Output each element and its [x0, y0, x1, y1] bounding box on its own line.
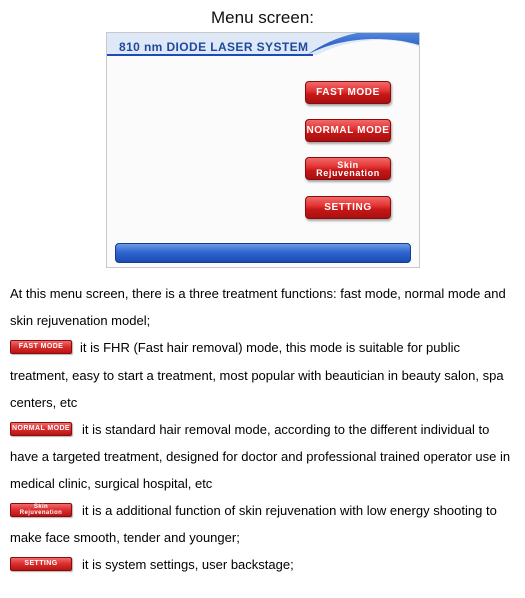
normal-mode-desc-3: medical clinic, surgical hospital, etc: [10, 476, 213, 491]
device-screen: [106, 32, 420, 268]
normal-mode-badge: NORMAL MODE: [10, 422, 72, 436]
fast-mode-desc-3: centers, etc: [10, 395, 78, 410]
intro-line-2: skin rejuvenation model;: [10, 313, 151, 328]
fast-mode-button[interactable]: FAST MODE: [305, 81, 391, 104]
skin-badge-line2: Rejuvenation: [19, 510, 63, 516]
skin-rejuvenation-button[interactable]: [305, 157, 391, 180]
setting-button[interactable]: SETTING: [305, 196, 391, 219]
normal-mode-desc-1: it is standard hair removal mode, according to the different individual to: [82, 422, 490, 437]
screen-footer-bar: [115, 243, 411, 263]
fast-mode-badge: FAST MODE: [10, 340, 72, 354]
normal-mode-button[interactable]: NORMAL MODE: [305, 119, 391, 142]
skin-desc-2: make face smooth, tender and younger;: [10, 530, 240, 545]
skin-label-line1: Skin: [337, 159, 359, 170]
skin-badge-line1: Skin: [33, 504, 49, 510]
screen-title: 810 nm DIODE LASER SYSTEM: [119, 40, 309, 54]
fast-mode-desc-2: treatment, easy to start a treatment, most popular with beautician in beauty salon, spa: [10, 368, 504, 383]
skin-rejuvenation-badge: [10, 503, 72, 517]
skin-rejuvenation-label: [316, 161, 380, 177]
intro-line-1: At this menu screen, there is a three treatment functions: fast mode, normal mode and: [10, 286, 506, 301]
caption: Menu screen:: [211, 8, 314, 27]
setting-badge: SETTING: [10, 557, 72, 571]
skin-desc-1: it is a additional function of skin rejuvenation with low energy shooting to: [82, 503, 497, 518]
normal-mode-desc-2: have a targeted treatment, designed for doctor and professional trained operator use in: [10, 449, 511, 464]
fast-mode-desc-1: it is FHR (Fast hair removal) mode, this mode is suitable for public: [80, 340, 461, 355]
skin-label-line2: Rejuvenation: [316, 167, 380, 178]
skin-badge-label: [20, 504, 62, 516]
setting-desc-1: it is system settings, user backstage;: [82, 557, 294, 572]
